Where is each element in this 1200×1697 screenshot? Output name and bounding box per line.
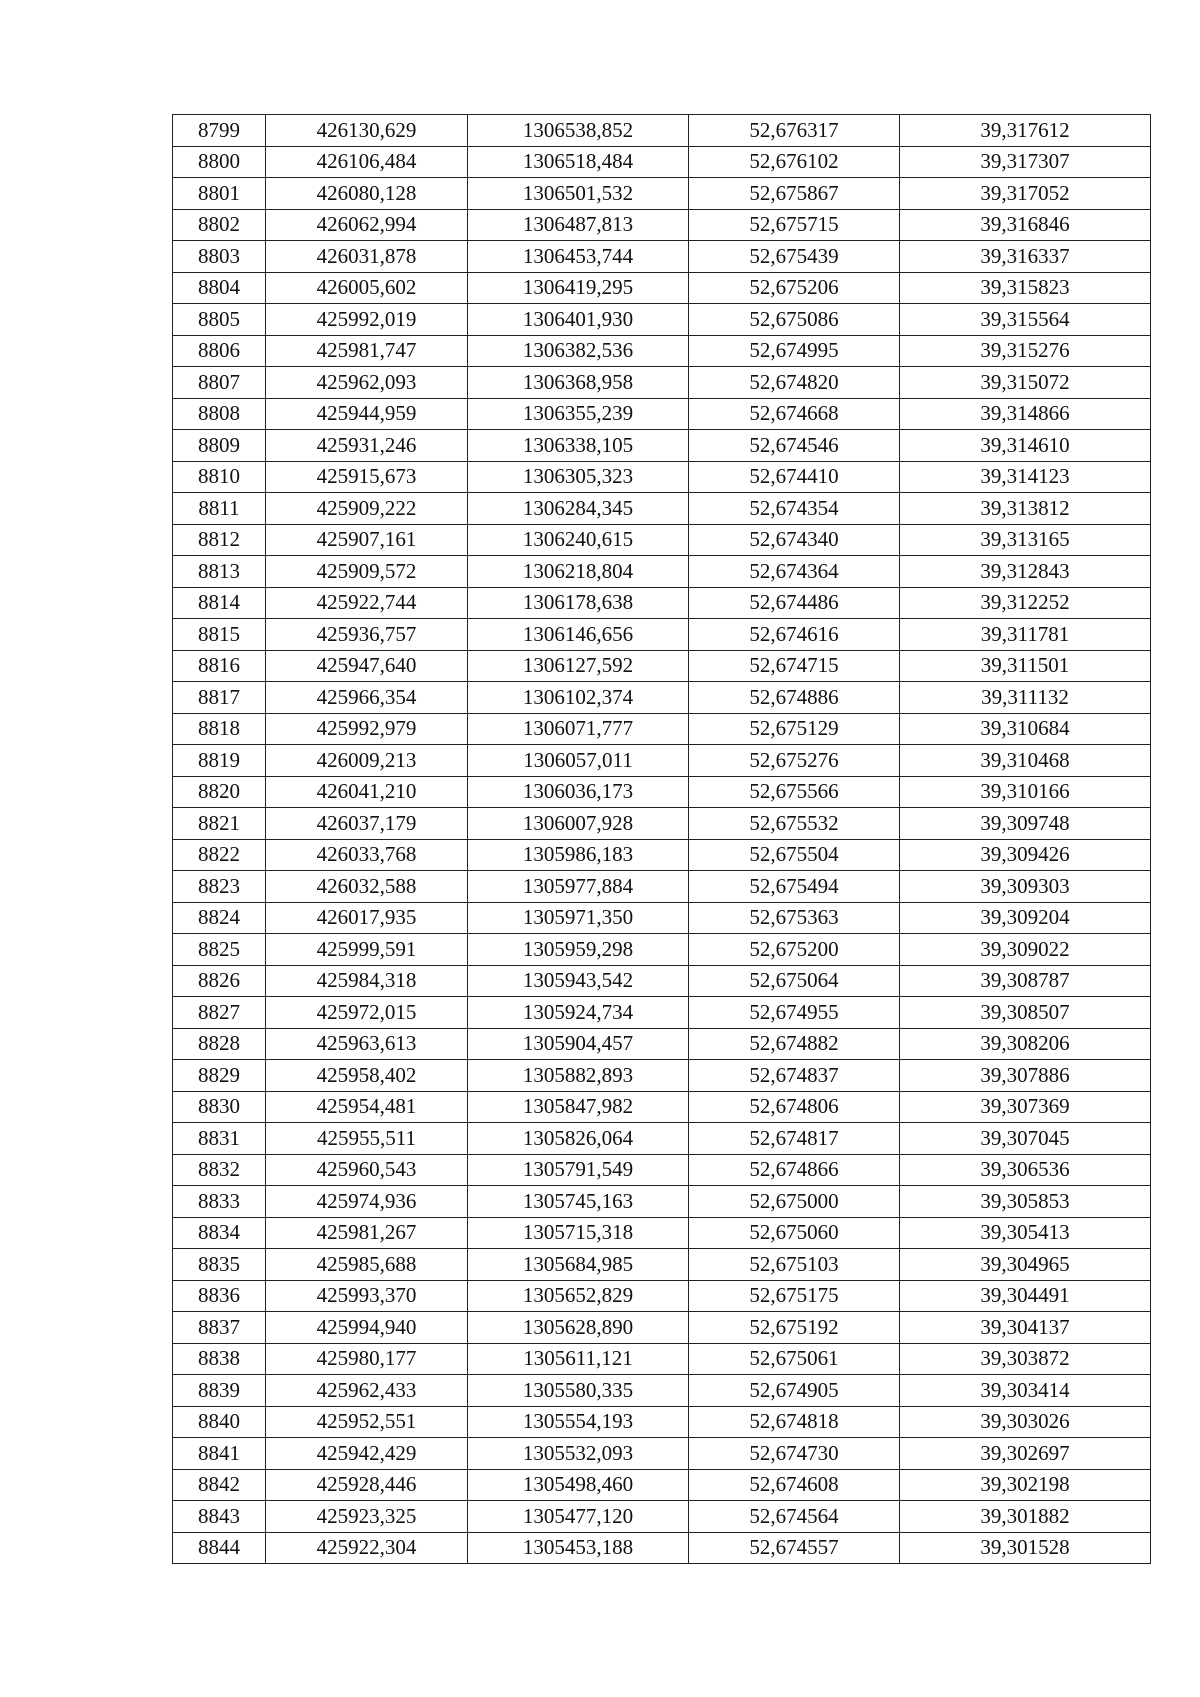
y-coordinate-cell: 1306057,011 xyxy=(468,745,689,777)
point-number-cell: 8839 xyxy=(173,1375,266,1407)
longitude-cell: 39,317612 xyxy=(900,115,1151,147)
latitude-cell: 52,674820 xyxy=(689,367,900,399)
longitude-cell: 39,301882 xyxy=(900,1501,1151,1533)
x-coordinate-cell: 425963,613 xyxy=(266,1028,468,1060)
y-coordinate-cell: 1305628,890 xyxy=(468,1312,689,1344)
coordinate-table xyxy=(172,114,1151,1564)
latitude-cell: 52,674886 xyxy=(689,682,900,714)
x-coordinate-cell: 425974,936 xyxy=(266,1186,468,1218)
longitude-cell: 39,317307 xyxy=(900,146,1151,178)
table-row xyxy=(173,839,1151,871)
x-coordinate-cell: 425992,979 xyxy=(266,713,468,745)
y-coordinate-cell: 1306487,813 xyxy=(468,209,689,241)
table-row xyxy=(173,1028,1151,1060)
y-coordinate-cell: 1305745,163 xyxy=(468,1186,689,1218)
latitude-cell: 52,674364 xyxy=(689,556,900,588)
x-coordinate-cell: 425993,370 xyxy=(266,1280,468,1312)
longitude-cell: 39,315564 xyxy=(900,304,1151,336)
y-coordinate-cell: 1305791,549 xyxy=(468,1154,689,1186)
point-number-cell: 8817 xyxy=(173,682,266,714)
point-number-cell: 8823 xyxy=(173,871,266,903)
longitude-cell: 39,303872 xyxy=(900,1343,1151,1375)
point-number-cell: 8806 xyxy=(173,335,266,367)
table-row xyxy=(173,430,1151,462)
point-number-cell: 8835 xyxy=(173,1249,266,1281)
table-row xyxy=(173,965,1151,997)
longitude-cell: 39,315276 xyxy=(900,335,1151,367)
x-coordinate-cell: 425944,959 xyxy=(266,398,468,430)
table-row xyxy=(173,1312,1151,1344)
y-coordinate-cell: 1306071,777 xyxy=(468,713,689,745)
y-coordinate-cell: 1305580,335 xyxy=(468,1375,689,1407)
longitude-cell: 39,309426 xyxy=(900,839,1151,871)
table-row xyxy=(173,209,1151,241)
longitude-cell: 39,311132 xyxy=(900,682,1151,714)
longitude-cell: 39,307886 xyxy=(900,1060,1151,1092)
table-row xyxy=(173,1186,1151,1218)
x-coordinate-cell: 425909,572 xyxy=(266,556,468,588)
y-coordinate-cell: 1306178,638 xyxy=(468,587,689,619)
x-coordinate-cell: 425984,318 xyxy=(266,965,468,997)
y-coordinate-cell: 1306501,532 xyxy=(468,178,689,210)
longitude-cell: 39,305853 xyxy=(900,1186,1151,1218)
x-coordinate-cell: 426017,935 xyxy=(266,902,468,934)
x-coordinate-cell: 425915,673 xyxy=(266,461,468,493)
y-coordinate-cell: 1305959,298 xyxy=(468,934,689,966)
longitude-cell: 39,315823 xyxy=(900,272,1151,304)
x-coordinate-cell: 426009,213 xyxy=(266,745,468,777)
longitude-cell: 39,309022 xyxy=(900,934,1151,966)
y-coordinate-cell: 1305943,542 xyxy=(468,965,689,997)
x-coordinate-cell: 425942,429 xyxy=(266,1438,468,1470)
latitude-cell: 52,674715 xyxy=(689,650,900,682)
latitude-cell: 52,674668 xyxy=(689,398,900,430)
latitude-cell: 52,674837 xyxy=(689,1060,900,1092)
longitude-cell: 39,304491 xyxy=(900,1280,1151,1312)
point-number-cell: 8837 xyxy=(173,1312,266,1344)
longitude-cell: 39,302697 xyxy=(900,1438,1151,1470)
table-row xyxy=(173,461,1151,493)
point-number-cell: 8805 xyxy=(173,304,266,336)
latitude-cell: 52,675715 xyxy=(689,209,900,241)
x-coordinate-cell: 425999,591 xyxy=(266,934,468,966)
point-number-cell: 8816 xyxy=(173,650,266,682)
latitude-cell: 52,675086 xyxy=(689,304,900,336)
longitude-cell: 39,303414 xyxy=(900,1375,1151,1407)
point-number-cell: 8799 xyxy=(173,115,266,147)
point-number-cell: 8833 xyxy=(173,1186,266,1218)
x-coordinate-cell: 425994,940 xyxy=(266,1312,468,1344)
point-number-cell: 8800 xyxy=(173,146,266,178)
latitude-cell: 52,675494 xyxy=(689,871,900,903)
longitude-cell: 39,304965 xyxy=(900,1249,1151,1281)
y-coordinate-cell: 1306355,239 xyxy=(468,398,689,430)
latitude-cell: 52,675064 xyxy=(689,965,900,997)
latitude-cell: 52,675439 xyxy=(689,241,900,273)
y-coordinate-cell: 1306305,323 xyxy=(468,461,689,493)
y-coordinate-cell: 1305554,193 xyxy=(468,1406,689,1438)
table-row xyxy=(173,934,1151,966)
y-coordinate-cell: 1305924,734 xyxy=(468,997,689,1029)
y-coordinate-cell: 1306518,484 xyxy=(468,146,689,178)
latitude-cell: 52,674817 xyxy=(689,1123,900,1155)
y-coordinate-cell: 1306240,615 xyxy=(468,524,689,556)
table-row xyxy=(173,367,1151,399)
x-coordinate-cell: 425966,354 xyxy=(266,682,468,714)
y-coordinate-cell: 1305971,350 xyxy=(468,902,689,934)
x-coordinate-cell: 426041,210 xyxy=(266,776,468,808)
table-row xyxy=(173,241,1151,273)
y-coordinate-cell: 1305532,093 xyxy=(468,1438,689,1470)
x-coordinate-cell: 425962,093 xyxy=(266,367,468,399)
table-row xyxy=(173,335,1151,367)
y-coordinate-cell: 1306036,173 xyxy=(468,776,689,808)
x-coordinate-cell: 425928,446 xyxy=(266,1469,468,1501)
table-row xyxy=(173,304,1151,336)
table-row xyxy=(173,493,1151,525)
latitude-cell: 52,675504 xyxy=(689,839,900,871)
longitude-cell: 39,310684 xyxy=(900,713,1151,745)
point-number-cell: 8810 xyxy=(173,461,266,493)
y-coordinate-cell: 1305715,318 xyxy=(468,1217,689,1249)
y-coordinate-cell: 1305477,120 xyxy=(468,1501,689,1533)
table-row xyxy=(173,1375,1151,1407)
latitude-cell: 52,674905 xyxy=(689,1375,900,1407)
table-row xyxy=(173,1249,1151,1281)
table-row xyxy=(173,871,1151,903)
longitude-cell: 39,316337 xyxy=(900,241,1151,273)
x-coordinate-cell: 426033,768 xyxy=(266,839,468,871)
longitude-cell: 39,307369 xyxy=(900,1091,1151,1123)
y-coordinate-cell: 1305826,064 xyxy=(468,1123,689,1155)
table-row xyxy=(173,178,1151,210)
point-number-cell: 8843 xyxy=(173,1501,266,1533)
table-row xyxy=(173,1469,1151,1501)
x-coordinate-cell: 426130,629 xyxy=(266,115,468,147)
y-coordinate-cell: 1306127,592 xyxy=(468,650,689,682)
y-coordinate-cell: 1306338,105 xyxy=(468,430,689,462)
table-row xyxy=(173,1217,1151,1249)
point-number-cell: 8807 xyxy=(173,367,266,399)
longitude-cell: 39,310166 xyxy=(900,776,1151,808)
latitude-cell: 52,674806 xyxy=(689,1091,900,1123)
x-coordinate-cell: 425992,019 xyxy=(266,304,468,336)
x-coordinate-cell: 426005,602 xyxy=(266,272,468,304)
table-row xyxy=(173,398,1151,430)
table-row xyxy=(173,650,1151,682)
point-number-cell: 8825 xyxy=(173,934,266,966)
x-coordinate-cell: 426037,179 xyxy=(266,808,468,840)
table-row xyxy=(173,776,1151,808)
longitude-cell: 39,308787 xyxy=(900,965,1151,997)
x-coordinate-cell: 425981,267 xyxy=(266,1217,468,1249)
x-coordinate-cell: 425907,161 xyxy=(266,524,468,556)
point-number-cell: 8822 xyxy=(173,839,266,871)
longitude-cell: 39,309748 xyxy=(900,808,1151,840)
longitude-cell: 39,315072 xyxy=(900,367,1151,399)
x-coordinate-cell: 425947,640 xyxy=(266,650,468,682)
point-number-cell: 8836 xyxy=(173,1280,266,1312)
table-row xyxy=(173,619,1151,651)
longitude-cell: 39,307045 xyxy=(900,1123,1151,1155)
table-row xyxy=(173,808,1151,840)
longitude-cell: 39,311501 xyxy=(900,650,1151,682)
longitude-cell: 39,312843 xyxy=(900,556,1151,588)
table-row xyxy=(173,1406,1151,1438)
x-coordinate-cell: 426106,484 xyxy=(266,146,468,178)
latitude-cell: 52,675200 xyxy=(689,934,900,966)
longitude-cell: 39,306536 xyxy=(900,1154,1151,1186)
y-coordinate-cell: 1305882,893 xyxy=(468,1060,689,1092)
x-coordinate-cell: 425958,402 xyxy=(266,1060,468,1092)
latitude-cell: 52,675061 xyxy=(689,1343,900,1375)
table-row xyxy=(173,997,1151,1029)
point-number-cell: 8815 xyxy=(173,619,266,651)
longitude-cell: 39,303026 xyxy=(900,1406,1151,1438)
y-coordinate-cell: 1305652,829 xyxy=(468,1280,689,1312)
longitude-cell: 39,308206 xyxy=(900,1028,1151,1060)
point-number-cell: 8804 xyxy=(173,272,266,304)
table-body xyxy=(173,115,1151,1564)
latitude-cell: 52,674608 xyxy=(689,1469,900,1501)
latitude-cell: 52,674564 xyxy=(689,1501,900,1533)
latitude-cell: 52,675192 xyxy=(689,1312,900,1344)
x-coordinate-cell: 425962,433 xyxy=(266,1375,468,1407)
table-row xyxy=(173,587,1151,619)
latitude-cell: 52,674882 xyxy=(689,1028,900,1060)
table-row xyxy=(173,1343,1151,1375)
x-coordinate-cell: 425923,325 xyxy=(266,1501,468,1533)
x-coordinate-cell: 425931,246 xyxy=(266,430,468,462)
x-coordinate-cell: 426031,878 xyxy=(266,241,468,273)
table-row xyxy=(173,1438,1151,1470)
point-number-cell: 8803 xyxy=(173,241,266,273)
latitude-cell: 52,674955 xyxy=(689,997,900,1029)
latitude-cell: 52,674616 xyxy=(689,619,900,651)
y-coordinate-cell: 1305904,457 xyxy=(468,1028,689,1060)
point-number-cell: 8831 xyxy=(173,1123,266,1155)
x-coordinate-cell: 425922,304 xyxy=(266,1532,468,1564)
latitude-cell: 52,674866 xyxy=(689,1154,900,1186)
longitude-cell: 39,301528 xyxy=(900,1532,1151,1564)
latitude-cell: 52,675566 xyxy=(689,776,900,808)
y-coordinate-cell: 1306368,958 xyxy=(468,367,689,399)
latitude-cell: 52,676317 xyxy=(689,115,900,147)
y-coordinate-cell: 1306382,536 xyxy=(468,335,689,367)
table-row xyxy=(173,1532,1151,1564)
table-row xyxy=(173,902,1151,934)
y-coordinate-cell: 1305498,460 xyxy=(468,1469,689,1501)
longitude-cell: 39,302198 xyxy=(900,1469,1151,1501)
longitude-cell: 39,316846 xyxy=(900,209,1151,241)
latitude-cell: 52,674546 xyxy=(689,430,900,462)
longitude-cell: 39,308507 xyxy=(900,997,1151,1029)
point-number-cell: 8828 xyxy=(173,1028,266,1060)
point-number-cell: 8811 xyxy=(173,493,266,525)
y-coordinate-cell: 1306284,345 xyxy=(468,493,689,525)
x-coordinate-cell: 425955,511 xyxy=(266,1123,468,1155)
point-number-cell: 8824 xyxy=(173,902,266,934)
longitude-cell: 39,314610 xyxy=(900,430,1151,462)
y-coordinate-cell: 1305847,982 xyxy=(468,1091,689,1123)
y-coordinate-cell: 1306218,804 xyxy=(468,556,689,588)
x-coordinate-cell: 425972,015 xyxy=(266,997,468,1029)
longitude-cell: 39,305413 xyxy=(900,1217,1151,1249)
table-row xyxy=(173,272,1151,304)
y-coordinate-cell: 1305986,183 xyxy=(468,839,689,871)
point-number-cell: 8809 xyxy=(173,430,266,462)
longitude-cell: 39,314123 xyxy=(900,461,1151,493)
point-number-cell: 8834 xyxy=(173,1217,266,1249)
x-coordinate-cell: 425980,177 xyxy=(266,1343,468,1375)
table-row xyxy=(173,1154,1151,1186)
table-row xyxy=(173,713,1151,745)
point-number-cell: 8827 xyxy=(173,997,266,1029)
longitude-cell: 39,313165 xyxy=(900,524,1151,556)
point-number-cell: 8830 xyxy=(173,1091,266,1123)
longitude-cell: 39,310468 xyxy=(900,745,1151,777)
point-number-cell: 8844 xyxy=(173,1532,266,1564)
latitude-cell: 52,674354 xyxy=(689,493,900,525)
point-number-cell: 8813 xyxy=(173,556,266,588)
point-number-cell: 8801 xyxy=(173,178,266,210)
y-coordinate-cell: 1306146,656 xyxy=(468,619,689,651)
x-coordinate-cell: 425952,551 xyxy=(266,1406,468,1438)
x-coordinate-cell: 426080,128 xyxy=(266,178,468,210)
latitude-cell: 52,675129 xyxy=(689,713,900,745)
point-number-cell: 8818 xyxy=(173,713,266,745)
longitude-cell: 39,317052 xyxy=(900,178,1151,210)
latitude-cell: 52,676102 xyxy=(689,146,900,178)
point-number-cell: 8841 xyxy=(173,1438,266,1470)
longitude-cell: 39,313812 xyxy=(900,493,1151,525)
point-number-cell: 8812 xyxy=(173,524,266,556)
y-coordinate-cell: 1306453,744 xyxy=(468,241,689,273)
latitude-cell: 52,675175 xyxy=(689,1280,900,1312)
point-number-cell: 8821 xyxy=(173,808,266,840)
y-coordinate-cell: 1306102,374 xyxy=(468,682,689,714)
latitude-cell: 52,674557 xyxy=(689,1532,900,1564)
x-coordinate-cell: 425922,744 xyxy=(266,587,468,619)
longitude-cell: 39,309204 xyxy=(900,902,1151,934)
longitude-cell: 39,311781 xyxy=(900,619,1151,651)
table-row xyxy=(173,1501,1151,1533)
point-number-cell: 8840 xyxy=(173,1406,266,1438)
latitude-cell: 52,674995 xyxy=(689,335,900,367)
x-coordinate-cell: 425985,688 xyxy=(266,1249,468,1281)
table-row xyxy=(173,1280,1151,1312)
x-coordinate-cell: 426062,994 xyxy=(266,209,468,241)
x-coordinate-cell: 425909,222 xyxy=(266,493,468,525)
latitude-cell: 52,674486 xyxy=(689,587,900,619)
x-coordinate-cell: 425954,481 xyxy=(266,1091,468,1123)
point-number-cell: 8838 xyxy=(173,1343,266,1375)
y-coordinate-cell: 1305453,188 xyxy=(468,1532,689,1564)
y-coordinate-cell: 1306538,852 xyxy=(468,115,689,147)
latitude-cell: 52,675532 xyxy=(689,808,900,840)
latitude-cell: 52,675060 xyxy=(689,1217,900,1249)
longitude-cell: 39,304137 xyxy=(900,1312,1151,1344)
y-coordinate-cell: 1305684,985 xyxy=(468,1249,689,1281)
latitude-cell: 52,674730 xyxy=(689,1438,900,1470)
table-row xyxy=(173,1123,1151,1155)
point-number-cell: 8842 xyxy=(173,1469,266,1501)
y-coordinate-cell: 1305611,121 xyxy=(468,1343,689,1375)
table-row xyxy=(173,682,1151,714)
latitude-cell: 52,675103 xyxy=(689,1249,900,1281)
y-coordinate-cell: 1305977,884 xyxy=(468,871,689,903)
point-number-cell: 8819 xyxy=(173,745,266,777)
x-coordinate-cell: 425960,543 xyxy=(266,1154,468,1186)
table-row xyxy=(173,146,1151,178)
point-number-cell: 8832 xyxy=(173,1154,266,1186)
table-row xyxy=(173,1060,1151,1092)
table-row xyxy=(173,556,1151,588)
point-number-cell: 8802 xyxy=(173,209,266,241)
point-number-cell: 8814 xyxy=(173,587,266,619)
table-row xyxy=(173,524,1151,556)
latitude-cell: 52,674818 xyxy=(689,1406,900,1438)
table-row xyxy=(173,1091,1151,1123)
latitude-cell: 52,675276 xyxy=(689,745,900,777)
y-coordinate-cell: 1306007,928 xyxy=(468,808,689,840)
x-coordinate-cell: 426032,588 xyxy=(266,871,468,903)
point-number-cell: 8808 xyxy=(173,398,266,430)
latitude-cell: 52,674340 xyxy=(689,524,900,556)
x-coordinate-cell: 425981,747 xyxy=(266,335,468,367)
y-coordinate-cell: 1306401,930 xyxy=(468,304,689,336)
point-number-cell: 8826 xyxy=(173,965,266,997)
longitude-cell: 39,312252 xyxy=(900,587,1151,619)
latitude-cell: 52,675867 xyxy=(689,178,900,210)
latitude-cell: 52,675206 xyxy=(689,272,900,304)
latitude-cell: 52,675363 xyxy=(689,902,900,934)
point-number-cell: 8829 xyxy=(173,1060,266,1092)
longitude-cell: 39,314866 xyxy=(900,398,1151,430)
table-row xyxy=(173,745,1151,777)
longitude-cell: 39,309303 xyxy=(900,871,1151,903)
x-coordinate-cell: 425936,757 xyxy=(266,619,468,651)
point-number-cell: 8820 xyxy=(173,776,266,808)
table-row xyxy=(173,115,1151,147)
latitude-cell: 52,675000 xyxy=(689,1186,900,1218)
latitude-cell: 52,674410 xyxy=(689,461,900,493)
y-coordinate-cell: 1306419,295 xyxy=(468,272,689,304)
